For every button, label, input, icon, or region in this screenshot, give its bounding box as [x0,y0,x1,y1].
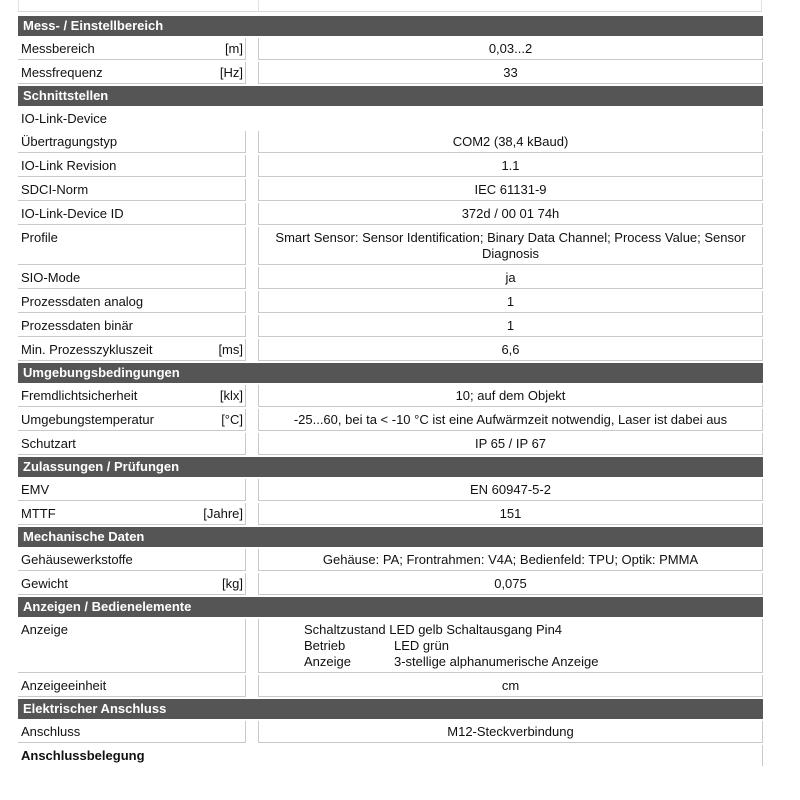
spec-value: 33 [258,62,763,84]
spec-value: -25...60, bei ta < -10 °C ist eine Aufwärmzeit notwendig, Laser ist dabei aus [258,409,763,431]
spec-value: 10; auf dem Objekt [258,385,763,407]
spec-unit: [°C] [221,412,243,427]
display-detail-key: Betrieb [304,638,346,653]
spec-label: Umgebungstemperatur [21,412,154,427]
spec-label: Schutzart [21,436,76,451]
spec-value: 1 [258,315,763,337]
spec-row-anzeigeeinheit [18,675,763,697]
spec-label: MTTF [21,506,56,521]
spec-value: 0,075 [258,573,763,595]
spec-unit: [ms] [218,342,243,357]
spec-label-cell [18,131,246,153]
spec-row-sdci-norm [18,179,763,201]
section-header-mechanische-daten: Mechanische Daten [18,527,763,547]
spec-value: Smart Sensor: Sensor Identification; Binary Data Channel; Process Value; Sensor Diagnosis [258,227,763,265]
spec-unit: [Hz] [219,65,243,80]
spec-value: 372d / 00 01 74h [258,203,763,225]
spec-label: Anschluss [21,724,81,739]
spec-row-ubertragungstyp [18,131,763,153]
spec-label-cell [18,227,246,265]
spec-label: SDCI-Norm [21,182,89,197]
spec-row-umgebungstemperatur [18,409,763,431]
section-header-mess-einstellbereich: Mess- / Einstellbereich [18,16,763,36]
spec-value: IP 65 / IP 67 [258,433,763,455]
spec-label: Fremdlichtsicherheit [21,388,138,403]
spec-row-anzeige [18,619,763,673]
spec-label-cell [18,203,246,225]
spec-label-cell [18,619,246,673]
spec-label-cell [18,503,246,525]
spec-label: Anzeige [21,622,68,637]
spec-label-cell [18,549,246,571]
section-header-elektrischer-anschluss: Elektrischer Anschluss [18,699,763,719]
datasheet-table [18,14,763,768]
display-detail-key: Anzeige [304,654,351,669]
spec-label-cell [18,291,246,313]
spec-value: 0,03...2 [258,38,763,60]
spec-value: M12-Steckverbindung [258,721,763,743]
spec-unit: [Jahre] [203,506,243,521]
spec-label: Min. Prozesszykluszeit [21,342,153,357]
spec-row-prozessdaten-analog [18,291,763,313]
spec-unit: [kg] [222,576,243,591]
spec-label-cell [18,385,246,407]
spec-label: Messfrequenz [21,65,103,80]
spec-row-schutzart [18,433,763,455]
spec-label: Messbereich [21,41,95,56]
spec-value: cm [258,675,763,697]
spec-label: Anzeigeeinheit [21,678,107,693]
spec-label: Prozessdaten binär [21,318,134,333]
spec-label-cell [18,155,246,177]
spec-label: Gewicht [21,576,68,591]
spec-row-io-link-device [18,108,763,129]
spec-label: IO-Link-Device ID [21,206,124,221]
spec-row-messfrequenz [18,62,763,84]
spec-unit: [m] [224,41,243,56]
spec-row-gehausewerkstoffe [18,549,763,571]
display-detail-key: Schaltzustand [304,622,386,637]
spec-label-cell [18,675,246,697]
spec-label: SIO-Mode [21,270,81,285]
spec-label: Profile [21,230,58,245]
spec-value [258,108,763,129]
spec-value: Gehäuse: PA; Frontrahmen: V4A; Bedienfeld: TPU; Optik: PMMA [258,549,763,571]
spec-row-anschlussbelegung [18,745,763,766]
spec-row-prozessdaten-binar [18,315,763,337]
spec-label-cell [18,62,246,84]
spec-value: 1 [258,291,763,313]
spec-label-cell [18,433,246,455]
spec-value [258,745,763,766]
section-header-zulassungen-prufungen: Zulassungen / Prüfungen [18,457,763,477]
spec-value: EN 60947-5-2 [258,479,763,501]
spec-label-cell [18,179,246,201]
spec-label-cell [18,38,246,60]
spec-row-min-prozesszykluszeit [18,339,763,361]
spec-value: 151 [258,503,763,525]
display-detail-value: LED grün [394,638,449,653]
spec-row-emv [18,479,763,501]
spec-label-cell [18,108,246,129]
section-header-anzeigen-bedienelemente: Anzeigen / Bedienelemente [18,597,763,617]
spec-label-cell [18,267,246,289]
spec-row-mttf [18,503,763,525]
display-detail-value: 3-stellige alphanumerische Anzeige [394,654,599,669]
spec-label: Anschlussbelegung [21,748,145,763]
spec-label: IO-Link-Device [21,111,107,126]
spec-row-anschluss [18,721,763,743]
spec-row-fremdlichtsicherheit [18,385,763,407]
spec-row-sio-mode [18,267,763,289]
spec-row-io-link-device-id [18,203,763,225]
spec-row-gewicht [18,573,763,595]
spec-value: COM2 (38,4 kBaud) [258,131,763,153]
spec-value: IEC 61131-9 [258,179,763,201]
spec-label-cell [18,409,246,431]
spec-unit: [klx] [219,388,243,403]
previous-table-remnant [18,0,762,12]
spec-value: 1.1 [258,155,763,177]
display-detail-line [304,654,758,670]
spec-label: Übertragungstyp [21,134,118,149]
display-detail-value: LED gelb Schaltausgang Pin4 [389,622,563,637]
spec-label: IO-Link Revision [21,158,117,173]
spec-value: ja [258,267,763,289]
display-detail-line [304,622,758,638]
spec-label-cell [18,721,246,743]
spec-value [258,619,763,673]
spec-label-cell [18,573,246,595]
spec-row-messbereich [18,38,763,60]
spec-label-cell [18,479,246,501]
spec-label: Prozessdaten analog [21,294,144,309]
spec-value: 6,6 [258,339,763,361]
spec-label: Gehäusewerkstoffe [21,552,133,567]
spec-label-cell [18,315,246,337]
spec-row-profile [18,227,763,265]
spec-row-io-link-revision [18,155,763,177]
spec-label-cell [18,745,246,766]
spec-label-cell [18,339,246,361]
section-header-umgebungsbedingungen: Umgebungsbedingungen [18,363,763,383]
spec-label: EMV [21,482,50,497]
display-detail-line [304,638,758,654]
section-header-schnittstellen: Schnittstellen [18,86,763,106]
